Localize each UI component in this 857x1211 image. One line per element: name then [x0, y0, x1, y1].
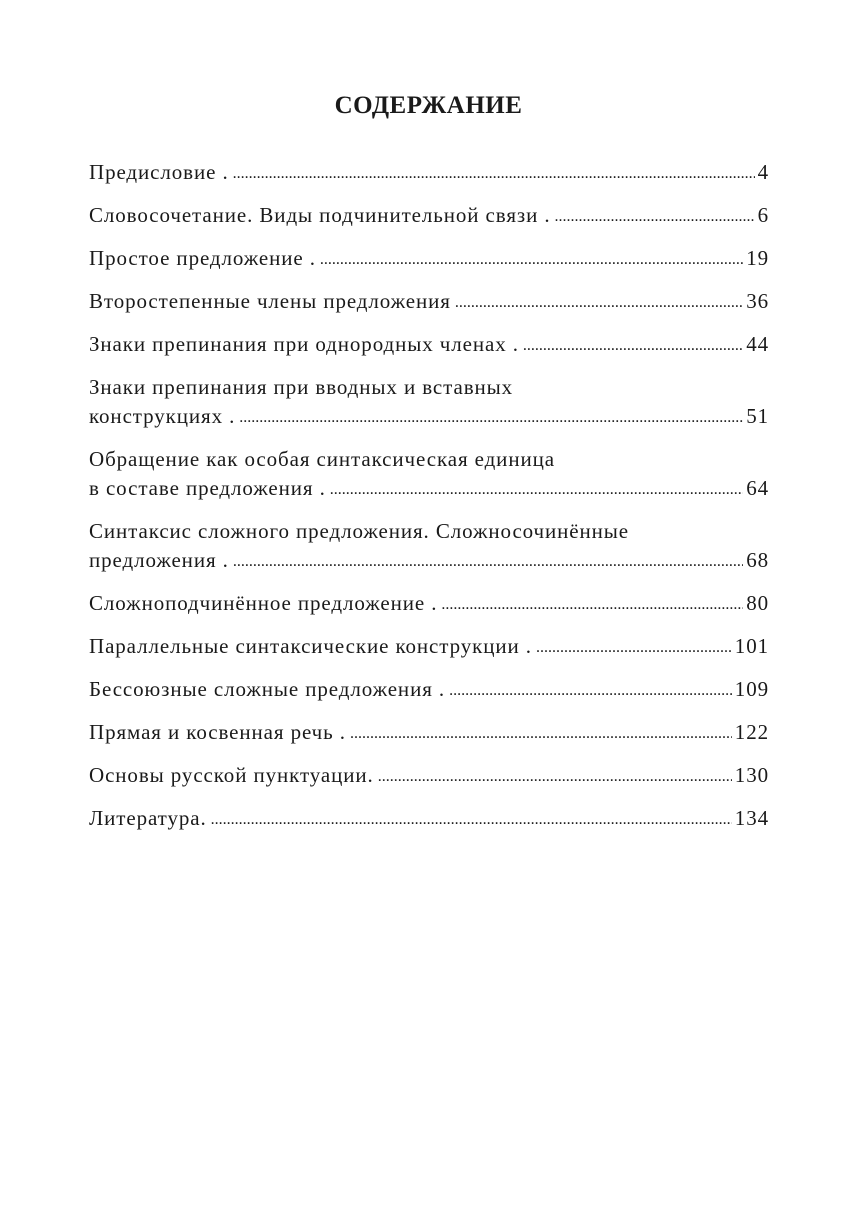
dot-leader [523, 331, 743, 360]
toc-entry-label: Бессоюзные сложные предложения . [89, 677, 446, 701]
dot-leader [536, 633, 732, 662]
toc-entry[interactable] [89, 330, 769, 361]
dot-leader [233, 547, 743, 576]
dot-leader [330, 475, 743, 504]
toc-entry[interactable] [89, 158, 769, 189]
toc-entry[interactable] [89, 287, 769, 318]
toc-entry-label: Основы русской пунктуации. [89, 763, 374, 787]
toc-entry[interactable] [89, 761, 769, 792]
toc-entry[interactable] [89, 804, 769, 835]
table-of-contents [89, 158, 769, 847]
dot-leader [449, 676, 732, 705]
toc-entry[interactable] [89, 445, 769, 505]
toc-page-number: 101 [734, 634, 769, 658]
toc-entry-label: Словосочетание. Виды подчинительной связи . [89, 203, 551, 227]
toc-entry[interactable] [89, 675, 769, 706]
page-title: СОДЕРЖАНИЕ [334, 92, 523, 119]
toc-entry-label: Предисловие . [89, 160, 229, 184]
toc-page-number: 134 [734, 806, 769, 830]
toc-entry-label: Прямая и косвенная речь . [89, 720, 346, 744]
toc-page-number: 4 [757, 160, 769, 184]
toc-entry-label: в составе предложения . [89, 476, 326, 500]
dot-leader [211, 805, 732, 834]
toc-entry[interactable] [89, 517, 769, 577]
dot-leader [455, 288, 743, 317]
toc-entry-label: Простое предложение . [89, 246, 316, 270]
toc-page-number: 36 [746, 289, 769, 313]
toc-entry-first-line: Знаки препинания при вводных и вставных [89, 375, 514, 399]
dot-leader [320, 245, 743, 274]
dot-leader [239, 403, 743, 432]
dot-leader [378, 762, 732, 791]
toc-entry-label: Параллельные синтаксические конструкции . [89, 634, 532, 658]
toc-entry-first-line: Обращение как особая синтаксическая единица [89, 447, 555, 471]
dot-leader [555, 202, 755, 231]
toc-entry[interactable] [89, 718, 769, 749]
toc-entry-label: предложения . [89, 548, 229, 572]
toc-entry-label: Знаки препинания при однородных членах . [89, 332, 519, 356]
toc-page-number: 130 [734, 763, 769, 787]
toc-entry-label: Литература. [89, 806, 207, 830]
toc-page-number: 68 [746, 548, 769, 572]
toc-entry-label: Второстепенные члены предложения [89, 289, 451, 313]
toc-entry[interactable] [89, 373, 769, 433]
toc-page-number: 80 [746, 591, 769, 615]
toc-page-number: 109 [734, 677, 769, 701]
toc-entry[interactable] [89, 201, 769, 232]
toc-page-number: 51 [746, 404, 769, 428]
toc-entry[interactable] [89, 589, 769, 620]
toc-entry-label: Сложноподчинённое предложение . [89, 591, 438, 615]
toc-entry[interactable] [89, 632, 769, 663]
toc-page-number: 64 [746, 476, 769, 500]
toc-page-number: 122 [734, 720, 769, 744]
toc-entry[interactable] [89, 244, 769, 275]
toc-entry-first-line: Синтаксис сложного предложения. Сложносочинённые [89, 519, 630, 543]
dot-leader [350, 719, 732, 748]
toc-page-number: 19 [746, 246, 769, 270]
toc-entry-label: конструкциях . [89, 404, 236, 428]
dot-leader [441, 590, 743, 619]
dot-leader [233, 159, 755, 188]
toc-page-number: 44 [746, 332, 769, 356]
toc-page-number: 6 [757, 203, 769, 227]
